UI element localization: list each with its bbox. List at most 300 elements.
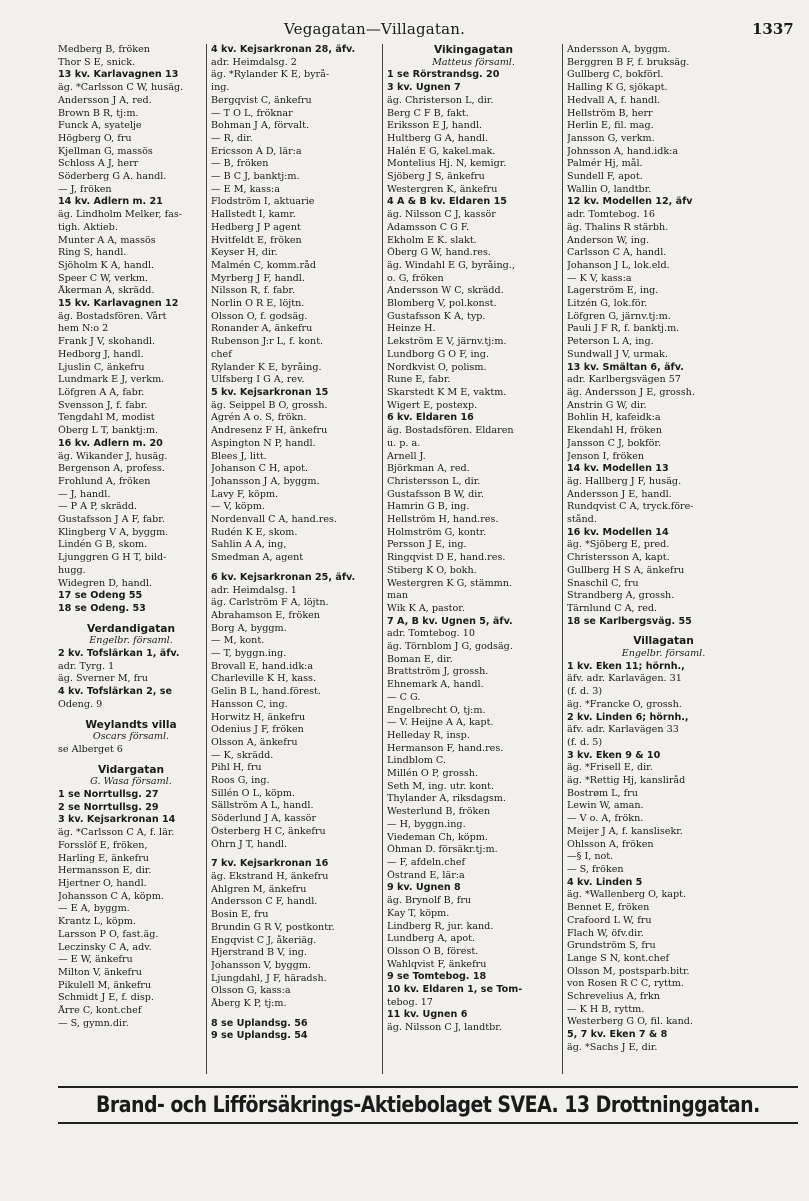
resident-entry: Bennet E, fröken [567, 902, 650, 914]
resident-entry: Smedman A, agent [211, 552, 304, 564]
resident-entry: Christersson A, kapt. [567, 552, 670, 564]
resident-entry: Rundqvist C A, tryck.före- [567, 501, 694, 513]
resident-entry: Horwitz H, änkefru [211, 711, 306, 723]
property-entry: 13 kv. Smältan 6, äfv. [567, 361, 684, 373]
resident-entry: Gustafsson B W, dir. [387, 488, 484, 500]
resident-entry: Ehnemark A, handl. [387, 679, 484, 691]
resident-entry: äg. Bostadsfören. Eldaren [387, 425, 514, 437]
property-entry: 17 se Odeng 55 [58, 590, 143, 602]
resident-entry: Flodström I, aktuarie [211, 196, 315, 208]
resident-entry: Ljunggren G H T, bild- [58, 552, 167, 564]
resident-entry: Adamsson C G F. [387, 221, 470, 233]
resident-entry: Hedvall A, f. handl. [567, 94, 661, 106]
resident-entry: Lindén G B, skom. [58, 539, 148, 551]
parish-label: Matteus församl. [432, 56, 515, 68]
resident-entry: Åberg K P, tj:m. [211, 998, 287, 1010]
resident-entry: Sjöholm K A, handl. [58, 259, 155, 271]
resident-entry: Westerberg G O, fil. kand. [567, 1016, 693, 1028]
resident-entry: äg. *Rettig Hj, kansliråd [567, 775, 686, 787]
resident-entry: Milton V, änkefru [58, 966, 142, 978]
resident-entry: Millén O P, grossh. [387, 768, 479, 780]
resident-entry: Brattström J, grossh. [387, 666, 489, 678]
resident-entry: äfv. adr. Karlavägen 33 [567, 724, 679, 736]
street-heading: Villagatan [633, 635, 694, 648]
resident-entry: Sällström A L, handl. [211, 800, 314, 812]
resident-entry: Wigert E, postexp. [387, 399, 478, 411]
resident-entry: — B C J, banktj:m. [211, 171, 300, 183]
resident-entry: Blomberg V, pol.konst. [387, 298, 497, 310]
resident-entry: o. G, fröken [387, 272, 444, 284]
resident-entry: Hermansson E, dir. [58, 865, 152, 877]
resident-entry: Nordenvall C A, hand.res. [211, 514, 338, 526]
resident-entry: Schmidt J E, f. disp. [58, 992, 154, 1004]
resident-entry: — T O L, fröknar [211, 107, 293, 119]
resident-entry: Meijer J A, f. kanslisekr. [567, 825, 683, 837]
resident-entry: äg. Nilsson C J, kassör [387, 209, 496, 221]
resident-entry: Berggren B F, f. bruksäg. [567, 56, 690, 68]
resident-entry: Viedeman Ch, köpm. [387, 831, 488, 843]
resident-entry: Krantz L, köpm. [58, 916, 136, 928]
resident-entry: Pauli J F R, f. banktj.m. [567, 323, 680, 335]
resident-entry: Årre C, kont.chef [58, 1005, 142, 1017]
resident-entry: Sundell F, apot. [567, 171, 643, 183]
resident-entry: Halén E G, kakel.mak. [387, 145, 496, 157]
resident-entry: Sahlin A A, ing, [211, 539, 287, 551]
resident-entry: Schrevelius A, frkn [567, 991, 660, 1003]
resident-entry: Jansson C J, bokför. [567, 437, 662, 449]
resident-entry: Ulfsberg I G A, rev. [211, 374, 305, 386]
resident-entry: Klingberg V A, byggm. [58, 526, 169, 538]
resident-entry: äg. Sverner M, fru [58, 673, 148, 685]
resident-entry: Thor S E, snick. [58, 56, 136, 68]
resident-entry: Sillén O L, köpm. [211, 787, 295, 799]
street-heading: Verdandigatan [86, 622, 175, 635]
resident-entry: — C G. [387, 691, 421, 703]
resident-entry: se Alberget 6 [58, 743, 123, 755]
resident-entry: Högberg O, fru [58, 132, 132, 144]
property-entry: 1 kv. Eken 11; hörnh., [567, 660, 685, 672]
resident-entry: — E M, kass:a [211, 183, 280, 195]
resident-entry: — K H B, ryttm. [567, 1003, 645, 1015]
resident-entry: Bohman J A, förvalt. [211, 120, 309, 132]
resident-entry: Andersson A, byggm. [567, 44, 671, 55]
resident-entry: Pikulell M, änkefru [58, 979, 152, 991]
resident-entry: — J, handl. [58, 488, 111, 500]
resident-entry: Östrand E, lär:a [387, 869, 465, 881]
resident-entry: äg. Christerson L, dir. [387, 94, 494, 106]
resident-entry: Sjöberg J S, änkefru [387, 171, 485, 183]
resident-entry: Öberg G W, hand.res. [387, 247, 491, 259]
resident-entry: Lagerström E, ing. [567, 285, 659, 297]
resident-entry: Harling E, änkefru [58, 852, 149, 864]
resident-entry: Odenius J F, fröken [211, 724, 304, 736]
resident-entry: Holmström G, kontr. [387, 526, 487, 538]
resident-entry: Österberg H C, änkefru [211, 825, 326, 837]
spacer [58, 616, 204, 623]
spacer [58, 712, 204, 719]
property-entry: 16 kv. Adlern m. 20 [58, 437, 163, 449]
resident-entry: Schloss A J, herr [58, 158, 139, 170]
resident-entry: Medberg B, fröken [58, 44, 150, 55]
property-entry: 14 kv. Modellen 13 [567, 463, 669, 475]
resident-entry: — E A, byggm. [58, 903, 130, 915]
resident-entry: Andersson W C, skrädd. [387, 285, 504, 297]
resident-entry: Kay T, köpm. [387, 907, 450, 919]
resident-entry: Rylander K E, byråing. [211, 361, 322, 373]
resident-entry: äg. *Sachs J E, dir. [567, 1041, 658, 1053]
resident-entry: Lewin W, aman. [567, 800, 644, 812]
resident-entry: Wik K A, pastor. [387, 602, 465, 614]
resident-entry: — K, skrädd. [211, 749, 274, 761]
resident-entry: man [387, 590, 408, 602]
property-entry: 7 A, B kv. Ugnen 5, äfv. [387, 615, 513, 627]
resident-entry: — E W, änkefru [58, 954, 133, 966]
resident-entry: Hermanson F, hand.res. [387, 742, 504, 754]
resident-entry: Johansson V, byggm. [211, 959, 311, 971]
resident-entry: Hellström H, hand.res. [387, 514, 499, 526]
property-entry: 4 kv. Linden 5 [567, 876, 643, 888]
resident-entry: Norlin O R E, löjtn. [211, 298, 305, 310]
resident-entry: äg. Windahl E G, byråing., [387, 259, 515, 271]
resident-entry: Carlsson C A, handl. [567, 247, 667, 259]
resident-entry: adr. Tyrg. 1 [58, 660, 115, 672]
resident-entry: Halling K G, sjökapt. [567, 82, 668, 94]
resident-entry: Lundborg G O F, ing. [387, 348, 489, 360]
column-3 [382, 44, 562, 1074]
resident-entry: Öhman D. försäkr.tj:m. [387, 844, 498, 856]
resident-entry: Heinze H. [387, 323, 436, 335]
property-entry: 6 kv. Kejsarkronan 25, äfv. [211, 571, 356, 583]
resident-entry: äg. Brynolf B, fru [387, 895, 472, 907]
resident-entry: Andersson J E, handl. [567, 488, 672, 500]
resident-entry: Berg C F B, fakt. [387, 107, 469, 119]
property-entry: 18 se Karlbergsväg. 55 [567, 615, 692, 627]
resident-entry: Ljuslin C, änkefru [58, 361, 145, 373]
property-entry: 11 kv. Ugnen 6 [387, 1009, 468, 1021]
page-number: 1337 [752, 20, 794, 38]
resident-entry: Lundberg A, apot. [387, 933, 476, 945]
advertisement-banner [58, 1086, 798, 1124]
advertisement-text: Brand- och Lifförsäkrings-Aktiebolaget SVEA. 13 Drottninggatan. [96, 1092, 760, 1118]
resident-entry: Lindberg R, jur. kand. [387, 920, 494, 932]
parish-label: G. Wasa församl. [90, 776, 172, 788]
resident-entry: Bohlin H, kafeidk:a [567, 412, 661, 424]
resident-entry: Helleday R, insp. [387, 729, 470, 741]
resident-entry: Gullberg C, bokförl. [567, 69, 664, 81]
resident-entry: hem N:o 2 [58, 323, 109, 335]
resident-entry: Jansson G, verkm. [567, 132, 655, 144]
resident-entry: Andersson C F, handl. [211, 896, 318, 908]
property-entry: 4 kv. Kejsarkronan 28, äfv. [211, 44, 356, 55]
resident-entry: Rudén K E, skom. [211, 526, 298, 538]
resident-entry: Anstrin G W, dir. [567, 399, 647, 411]
resident-entry: Malmén C, komm.råd [211, 259, 316, 271]
resident-entry: Brown B R, tj:m. [58, 107, 139, 119]
resident-entry: — M, kont. [211, 635, 265, 647]
spacer [211, 851, 380, 858]
resident-entry: Hultberg G A, handl. [387, 132, 489, 144]
resident-entry: Hellström B, herr [567, 107, 653, 119]
resident-entry: Larsson P O, fast.äg. [58, 928, 159, 940]
resident-entry: Boman E, dir. [387, 653, 453, 665]
property-entry: 5 kv. Kejsarkronan 15 [211, 386, 329, 398]
resident-entry: — P A P, skrädd. [58, 501, 138, 513]
parish-label: Engelbr. församl. [621, 648, 706, 660]
property-entry: 3 kv. Kejsarkronan 14 [58, 814, 176, 826]
spacer [58, 757, 204, 764]
resident-entry: — V, köpm. [211, 501, 265, 513]
resident-entry: Hjertner O, handl. [58, 878, 147, 889]
resident-entry: Lange S N, kont.chef [567, 952, 670, 964]
resident-entry: chef [211, 348, 232, 360]
resident-entry: (f. d. 5) [567, 736, 603, 748]
property-entry: 14 kv. Adlern m. 21 [58, 196, 163, 208]
spacer [211, 565, 380, 572]
resident-entry: Johanson C H, apot. [211, 463, 309, 475]
resident-entry: Snaschil C, fru [567, 577, 639, 589]
resident-entry: Hjerstrand B V, ing. [211, 947, 307, 959]
property-entry: 1 se Norrtullsg. 27 [58, 789, 159, 801]
resident-entry: Bergenson A, profess. [58, 463, 165, 475]
resident-entry: äg. *Carlsson C W, husäg. [58, 82, 184, 94]
resident-entry: Bergqvist C, änkefru [211, 94, 312, 106]
resident-entry: Montelius Hj. N, kemigr. [387, 158, 507, 170]
resident-entry: äg. Hallberg J F, husäg. [567, 475, 682, 487]
resident-entry: Westerlund B, fröken [387, 806, 491, 818]
resident-entry: Hedborg J, handl. [58, 348, 144, 360]
property-entry: 7 kv. Kejsarkronan 16 [211, 858, 329, 870]
resident-entry: Lundmark E J, verkm. [58, 374, 165, 386]
property-entry: 4 A & B kv. Eldaren 15 [387, 196, 507, 208]
property-entry: 8 se Uplandsg. 56 [211, 1017, 308, 1029]
resident-entry: Johansson J A, byggm. [211, 475, 320, 487]
resident-entry: Gullberg H S A, änkefru [567, 564, 685, 576]
street-heading: Weylandts villa [85, 718, 177, 731]
resident-entry: Arnell J. [387, 450, 426, 462]
resident-entry: äg. *Frisell E, dir. [567, 762, 653, 774]
resident-entry: Eriksson E J, handl. [387, 120, 483, 132]
resident-entry: Olsson O, f. godsäg. [211, 310, 308, 322]
resident-entry: äg. *Francke O, grossh. [567, 698, 682, 710]
resident-entry: Frohlund A, fröken [58, 475, 151, 487]
resident-entry: Herlin E, fil. mag. [567, 120, 654, 132]
resident-entry: Crafoord L W, fru [567, 914, 652, 926]
resident-entry: Ohlsson A, fröken [567, 838, 654, 850]
resident-entry: Engqvist C J, åkeriäg. [211, 934, 317, 946]
street-heading: Vidargatan [97, 763, 165, 776]
resident-entry: ing. [211, 82, 230, 94]
resident-entry: Gelin B L, hand.förest. [211, 686, 321, 698]
column-1 [56, 44, 206, 1074]
resident-entry: Palmér Hj, mål. [567, 158, 643, 170]
property-entry: 16 kv. Modellen 14 [567, 526, 669, 538]
resident-entry: Widegren D, handl. [58, 577, 152, 589]
resident-entry: Munter A A, massös [58, 234, 156, 246]
resident-entry: — R, dir. [211, 132, 253, 144]
property-entry: 18 se Odeng. 53 [58, 602, 146, 614]
resident-entry: Thylander A, riksdagsm. [387, 793, 506, 805]
running-title: Vegagatan—Villagatan. [284, 20, 466, 38]
resident-entry: äg. *Carlsson C A, f. lär. [58, 827, 175, 839]
resident-entry: — S, fröken [567, 864, 624, 875]
resident-entry: Skarstedt K M E, vaktm. [387, 386, 507, 398]
resident-entry: Andersson J A, red. [58, 94, 152, 106]
resident-entry: stånd. [567, 514, 597, 526]
property-entry: 6 kv. Eldaren 16 [387, 412, 474, 424]
resident-entry: adr. Karlbergsvägen 57 [567, 374, 681, 386]
resident-entry: Rubenson J:r L, f. kont. [211, 336, 324, 348]
column-2 [206, 44, 382, 1074]
directory-columns [56, 44, 796, 1074]
resident-entry: Hamrin G B, ing. [387, 501, 470, 513]
resident-entry: — S, gymn.dir. [58, 1017, 129, 1029]
resident-entry: Abrahamson E, fröken [211, 609, 320, 621]
resident-entry: Jenson I, fröken [567, 450, 645, 462]
spacer [211, 1011, 380, 1018]
resident-entry: (f. d. 3) [567, 686, 603, 698]
resident-entry: Hallstedt I, kamr. [211, 209, 296, 221]
resident-entry: adr. Heimdalsg. 1 [211, 584, 297, 596]
resident-entry: äg. *Rylander K E, byrå- [211, 69, 330, 81]
resident-entry: — J, fröken [58, 183, 112, 195]
resident-entry: äg. Nilsson C J, landtbr. [387, 1022, 502, 1034]
resident-entry: tigh. Aktieb. [58, 221, 118, 233]
resident-entry: Ronander A, änkefru [211, 323, 313, 335]
resident-entry: Ekendahl H, fröken [567, 425, 662, 437]
parish-label: Oscars församl. [92, 731, 170, 743]
resident-entry: Löfgren A A, fabr. [58, 386, 145, 398]
resident-entry: Gustafsson J A F, fabr. [58, 514, 165, 526]
resident-entry: Hansson C, ing. [211, 698, 288, 710]
resident-entry: Löfgren G, järnv.tj:m. [567, 310, 671, 322]
resident-entry: — T, byggn.ing. [211, 648, 287, 660]
resident-entry: Blees J, litt. [211, 450, 267, 462]
resident-entry: Ring S, handl. [58, 247, 127, 259]
resident-entry: Tärnlund C A, red. [567, 602, 658, 614]
property-entry: 2 kv. Tofslärkan 1, äfv. [58, 648, 180, 660]
property-entry: 9 se Uplandsg. 54 [211, 1030, 308, 1042]
resident-entry: Myrberg J F, handl. [211, 272, 305, 284]
property-entry: 15 kv. Karlavagnen 12 [58, 298, 179, 310]
property-entry: 3 kv. Ugnen 7 [387, 82, 461, 94]
resident-entry: Brundin G R V, postkontr. [211, 921, 335, 933]
resident-entry: Peterson L A, ing. [567, 336, 654, 348]
resident-entry: Strandberg A, grossh. [567, 590, 675, 602]
resident-entry: Åkerman A, skrädd. [58, 285, 155, 297]
property-entry: 5, 7 kv. Eken 7 & 8 [567, 1029, 668, 1041]
resident-entry: Sundwall J V, urmak. [567, 348, 668, 360]
resident-entry: Borg A, byggm. [211, 622, 287, 634]
resident-entry: Leczinsky C A, adv. [58, 941, 152, 953]
resident-entry: Forsslöf E, fröken, [58, 839, 148, 851]
property-entry: 1 se Rörstrandsg. 20 [387, 69, 500, 81]
resident-entry: Frank J V, skohandl. [58, 336, 156, 348]
resident-entry: Rune E, fabr. [387, 374, 451, 386]
column-4 [562, 44, 762, 1074]
resident-entry: Lindblom C. [387, 755, 446, 767]
resident-entry: Nordkvist O, polism. [387, 361, 487, 373]
resident-entry: Westergren K G, stämmn. [387, 577, 512, 589]
property-entry: 2 kv. Linden 6; hörnh., [567, 711, 689, 723]
resident-entry: Ljungdahl, J F, häradsh. [211, 972, 327, 984]
property-entry: 13 kv. Karlavagnen 13 [58, 69, 179, 81]
resident-entry: adr. Tomtebog. 16 [567, 209, 655, 221]
resident-entry: Ringqvist D E, hand.res. [387, 552, 506, 564]
resident-entry: Johanson J L, lok.eld. [567, 259, 670, 271]
resident-entry: äg. Bostadsfören. Vårt [58, 310, 167, 322]
property-entry: 10 kv. Eldaren 1, se Tom- [387, 984, 523, 996]
resident-entry: Olsson G, kass:a [211, 985, 291, 997]
resident-entry: Christersson L, dir. [387, 475, 481, 487]
resident-entry: tebog. 17 [387, 996, 433, 1008]
resident-entry: äg. Thalins R stärbh. [567, 221, 669, 233]
resident-entry: äg. *Sjöberg E, pred. [567, 539, 670, 551]
resident-entry: Svensson J, f. fabr. [58, 399, 148, 411]
resident-entry: Olsson M, postsparb.bitr. [567, 965, 690, 977]
resident-entry: Hvitfeldt E, fröken [211, 234, 302, 246]
resident-entry: äg. *Wallenberg O, kapt. [567, 889, 687, 901]
resident-entry: Johansson C A, köpm. [58, 890, 164, 902]
resident-entry: Westergren K, änkefru [387, 183, 498, 195]
property-entry: 12 kv. Modellen 12, äfv [567, 196, 693, 208]
resident-entry: Charleville K H, kass. [211, 673, 317, 685]
resident-entry: Speer C W, verkm. [58, 272, 149, 284]
resident-entry: Olsson O B, förest. [387, 945, 479, 957]
resident-entry: Wahlqvist F, änkefru [387, 958, 487, 970]
resident-entry: äg. Andersson J E, grossh. [567, 386, 695, 398]
resident-entry: Bosin E, fru [211, 909, 269, 921]
resident-entry: Lekström E V, järnv.tj:m. [387, 336, 507, 348]
resident-entry: adr. Heimdalsg. 2 [211, 56, 297, 68]
resident-entry: Söderberg G A. handl. [58, 171, 167, 183]
property-entry: 4 kv. Tofslärkan 2, se [58, 686, 172, 698]
resident-entry: Agrén A o. S, frökn. [211, 412, 307, 424]
resident-entry: hugg. [58, 564, 86, 576]
resident-entry: Litzén G, lok.för. [567, 298, 648, 310]
resident-entry: Olsson A, änkefru [211, 736, 298, 748]
resident-entry: von Rosen R C C, ryttm. [567, 978, 684, 990]
resident-entry: Grundström S, fru [567, 940, 656, 952]
resident-entry: Gustafsson K A, typ. [387, 310, 486, 322]
resident-entry: Ahlgren M, änkefru [211, 883, 307, 895]
resident-entry: Engelbrecht O, tj:m. [387, 704, 486, 716]
spacer [567, 628, 760, 635]
resident-entry: u. p. a. [387, 437, 421, 449]
resident-entry: Keyser H, dir. [211, 247, 278, 259]
resident-entry: Söderlund J A, kassör [211, 813, 317, 825]
resident-entry: Flach W, öfv.dir. [567, 927, 644, 939]
resident-entry: Johnsson A, hand.idk:a [567, 145, 679, 157]
resident-entry: äg. Törnblom J G, godsäg. [387, 641, 513, 653]
resident-entry: — V o. A, frökn. [567, 813, 644, 825]
resident-entry: Ekholm E K. slakt. [387, 234, 477, 246]
resident-entry: —§ I, not. [567, 851, 614, 863]
resident-entry: Aspington N P, handl. [211, 437, 316, 449]
property-entry: 2 se Norrtullsg. 29 [58, 801, 159, 813]
resident-entry: äg. Carlström F A, löjtn. [211, 597, 329, 609]
resident-entry: Ericsson A D, lär:a [211, 145, 302, 157]
resident-entry: Stiberg K O, bokh. [387, 564, 477, 576]
resident-entry: Funck A, syatelje [58, 120, 142, 132]
resident-entry: — H, byggn.ing. [387, 818, 466, 830]
resident-entry: Lavy F, köpm. [211, 488, 279, 500]
resident-entry: Andresenz F H, änkefru [211, 425, 328, 437]
resident-entry: äfv. adr. Karlavägen. 31 [567, 673, 682, 685]
resident-entry: — V. Heijne A A, kapt. [387, 717, 494, 729]
resident-entry: Tengdahl M, modist [58, 412, 155, 424]
resident-entry: Seth M, ing. utr. kont. [387, 780, 495, 792]
resident-entry: Odeng. 9 [58, 698, 103, 710]
